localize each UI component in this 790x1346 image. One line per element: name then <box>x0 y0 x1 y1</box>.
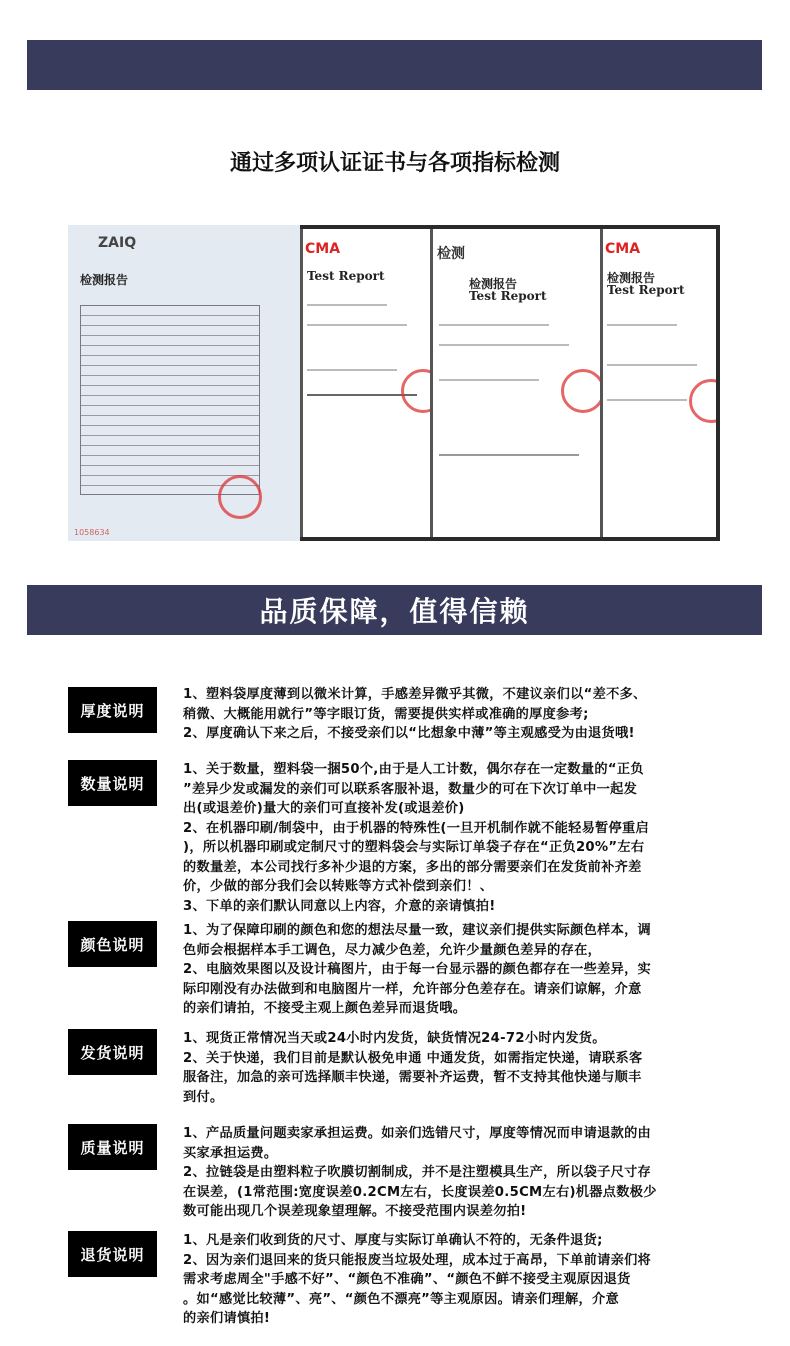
section-text <box>183 1231 753 1329</box>
text-line: 2、厚度确认下来之后，不接受亲们以“比想象中薄”等主观感受为由退货哦! <box>183 726 635 741</box>
text-line: ”差异少发或漏发的亲们可以联系客服补退，数量少的可在下次订单中一起发 <box>183 781 638 797</box>
text-line: 1、关于数量，塑料袋一捆50个,由于是人工计数，偶尔存在一定数量的“正负 <box>183 762 644 777</box>
section-text <box>183 1029 753 1107</box>
section-text <box>183 921 753 1019</box>
stamp-icon <box>689 379 716 423</box>
section-text <box>183 685 753 744</box>
section-label: 质量说明 <box>68 1124 157 1170</box>
certificate-image <box>430 229 600 537</box>
text-line: 的亲们请慎拍! <box>183 1311 271 1326</box>
text-line: 2、因为亲们退回来的货只能报废当垃圾处理，成本过于高昂，下单前请亲们将 <box>183 1252 652 1268</box>
certificate-image <box>300 229 430 537</box>
cert-logo: 检测 <box>437 246 465 262</box>
text-line: 价，少做的部分我们会以转账等方式补偿到亲们！、 <box>183 879 494 894</box>
text-line: 1、为了保障印刷的颜色和您的想法尽量一致，建议亲们提供实际颜色样本，调 <box>183 923 652 938</box>
text-line: 2、在机器印刷/制袋中，由于机器的特殊性(一旦开机制作就不能轻易暂停重启 <box>183 820 650 836</box>
cert-logo: ZAIQ <box>98 235 137 251</box>
text-line: )，所以机器印刷或定制尺寸的塑料袋会与实际订单袋子存在“正负20%”左右 <box>183 840 645 855</box>
text-line: 买家承担运费。 <box>183 1145 278 1161</box>
certificate-image <box>68 225 300 541</box>
section-text <box>183 1124 753 1222</box>
text-line: 到付。 <box>183 1089 224 1105</box>
section-label: 退货说明 <box>68 1231 157 1277</box>
text-line: 3、下单的亲们默认同意以上内容，介意的亲请慎拍! <box>183 898 496 914</box>
cert-title: 检测报告 <box>469 277 518 291</box>
text-line: 的数量差，本公司找行多补少退的方案，多出的部分需要亲们在发货前补齐差 <box>183 859 642 875</box>
text-line: 1、凡是亲们收到货的尺寸、厚度与实际订单确认不符的，无条件退货; <box>183 1233 603 1248</box>
cert-title: 检测报告 <box>607 271 656 285</box>
text-line: 2、关于快递，我们目前是默认极免申通 中通发货，如需指定快递，请联系客 <box>183 1050 643 1066</box>
section-label: 发货说明 <box>68 1029 157 1075</box>
top-banner <box>27 40 762 90</box>
cert-subtitle: Test Report <box>469 289 547 303</box>
section-label: 数量说明 <box>68 760 157 806</box>
quality-banner: 品质保障，值得信赖 <box>27 585 762 635</box>
text-line: 色师会根据样本手工调色，尽力减少色差，允许少量颜色差异的存在， <box>183 942 602 958</box>
text-line: 2、拉链袋是由塑料粒子吹膜切割制成，并不是注塑模具生产，所以袋子尺寸存 <box>183 1165 652 1180</box>
text-line: 1、现货正常情况当天或24小时内发货，缺货情况24-72小时内发货。 <box>183 1031 606 1046</box>
cert-logo: CMA <box>305 241 341 257</box>
text-line: 在误差，(1常范围:宽度误差0.2CM左右，长度误差0.5CM左右)机器点数极少 <box>183 1184 657 1200</box>
text-line: 。如“感觉比较薄”、亮”、“颜色不漂亮”等主观原因。请亲们理解，介意 <box>183 1291 619 1307</box>
section-label: 厚度说明 <box>68 687 157 733</box>
text-line: 服备注，加急的亲可选择顺丰快递，需要补齐运费，暂不支持其他快递与顺丰 <box>183 1070 642 1085</box>
certificates-gallery <box>68 225 720 541</box>
text-line: 稍微、大概能用就行”等字眼订货，需要提供实样或准确的厚度参考; <box>183 706 589 722</box>
cert-serial: 1058634 <box>74 528 110 537</box>
text-line: 出(或退差价)量大的亲们可直接补发(或退差价) <box>183 801 465 816</box>
section-text <box>183 760 753 916</box>
cert-table <box>80 305 260 495</box>
stamp-icon <box>218 475 262 519</box>
cert-title: 检测报告 <box>80 273 129 287</box>
cert-title: Test Report <box>307 269 385 283</box>
cert-subtitle: Test Report <box>607 283 685 297</box>
section-label: 颜色说明 <box>68 921 157 967</box>
stamp-icon <box>401 369 430 413</box>
text-line: 1、塑料袋厚度薄到以微米计算，手感差异微乎其微，不建议亲们以“差不多、 <box>183 687 647 702</box>
certificate-image <box>600 229 716 537</box>
text-line: 2、电脑效果图以及设计稿图片，由于每一台显示器的颜色都存在一些差异，实 <box>183 962 652 977</box>
cert-section-title: 通过多项认证证书与各项指标检测 <box>229 151 560 176</box>
text-line: 需求考虑周全"手感不好”、“颜色不准确”、“颜色不鲜不接受主观原因退货 <box>183 1272 631 1287</box>
text-line: 际印刚没有办法做到和电脑图片一样，允许部分色差存在。请亲们谅解，介意 <box>183 981 642 997</box>
text-line: 的亲们请拍，不接受主观上颜色差异而退货哦。 <box>183 1001 467 1016</box>
text-line: 数可能出现几个误差现象望理解。不接受范围内误差勿拍! <box>183 1204 527 1219</box>
cert-logo: CMA <box>605 241 641 257</box>
text-line: 1、产品质量问题卖家承担运费。如亲们选错尺寸，厚度等情况而申请退款的由 <box>183 1126 652 1141</box>
stamp-icon <box>561 369 600 413</box>
